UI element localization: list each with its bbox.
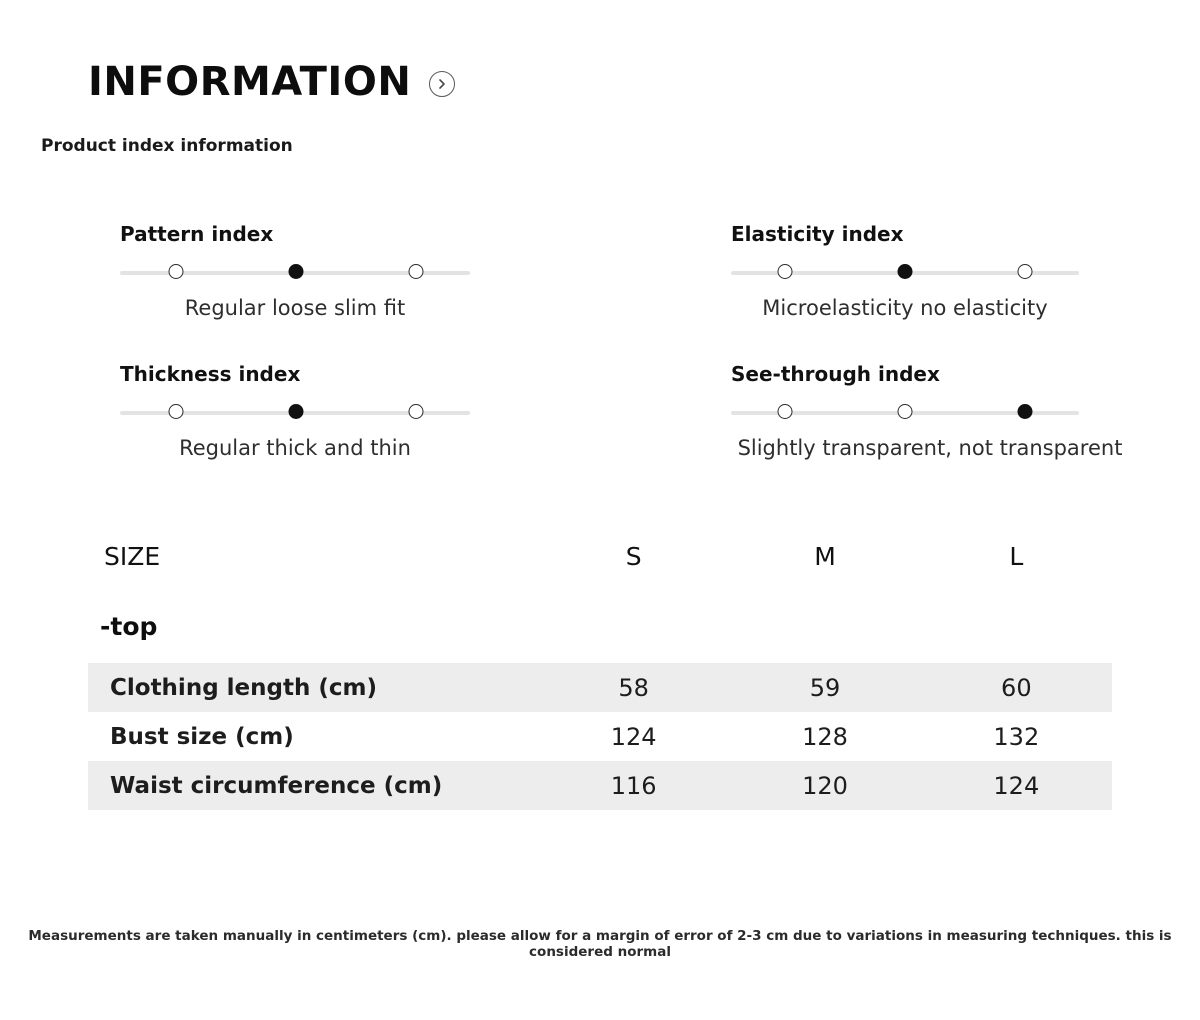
slider-dot-3[interactable] [1018,404,1033,419]
index-block-thickness [120,362,590,460]
measurement-footnote: Measurements are taken manually in centimeters (cm). please allow for a margin of error of 2-3 cm due to variations in measuring techniques. this is considered normal [28,928,1172,960]
row-label: Waist circumference (cm) [110,772,443,799]
index-caption: Regular thick and thin [179,436,411,460]
index-title: Elasticity index [731,222,904,246]
row-value-s: 116 [610,771,657,800]
index-block-elasticity [731,222,1200,320]
row-value-s: 58 [618,673,649,702]
slider-dot-1[interactable] [778,404,793,419]
row-label: Bust size (cm) [110,723,294,750]
size-column-s: S [625,541,642,571]
size-column-m: M [814,541,836,571]
slider-dot-3[interactable] [409,264,424,279]
row-label: Clothing length (cm) [110,674,377,701]
index-title: Pattern index [120,222,274,246]
pattern-index-slider[interactable] [120,264,590,282]
row-value-s: 124 [610,722,657,751]
index-caption: Slightly transparent, not transparent [737,436,1123,460]
index-title: See-through index [731,362,940,386]
row-value-m: 59 [809,673,841,702]
index-caption: Regular loose slim fit [184,296,406,320]
size-column-l: L [1009,541,1024,571]
see-through-index-slider[interactable] [731,404,1200,422]
slider-dot-2[interactable] [898,404,913,419]
page-header [88,59,455,105]
index-block-pattern [120,222,590,320]
page-subtitle: Product index information [41,136,293,156]
slider-dot-2[interactable] [898,264,913,279]
thickness-index-slider[interactable] [120,404,590,422]
slider-dot-3[interactable] [409,404,424,419]
row-value-m: 120 [802,771,848,800]
size-header-label: SIZE [104,541,161,571]
slider-dot-2[interactable] [289,404,304,419]
table-row [88,761,1112,810]
size-table-header [88,528,1112,584]
table-row [88,663,1112,712]
index-block-see-through [731,362,1200,460]
slider-dot-1[interactable] [169,404,184,419]
elasticity-index-slider[interactable] [731,264,1200,282]
row-value-m: 128 [802,722,848,751]
slider-dot-1[interactable] [169,264,184,279]
row-value-l: 60 [1001,673,1032,702]
slider-dot-3[interactable] [1018,264,1033,279]
size-group-title: -top [100,612,158,641]
row-value-l: 132 [993,722,1040,751]
size-table [88,528,1112,810]
slider-dot-2[interactable] [289,264,304,279]
row-value-l: 124 [993,771,1040,800]
slider-dot-1[interactable] [778,264,793,279]
index-title: Thickness index [120,362,301,386]
table-row [88,712,1112,761]
page-title: INFORMATION [88,59,412,105]
chevron-right-circle-icon[interactable] [429,71,455,97]
index-caption: Microelasticity no elasticity [762,296,1048,320]
